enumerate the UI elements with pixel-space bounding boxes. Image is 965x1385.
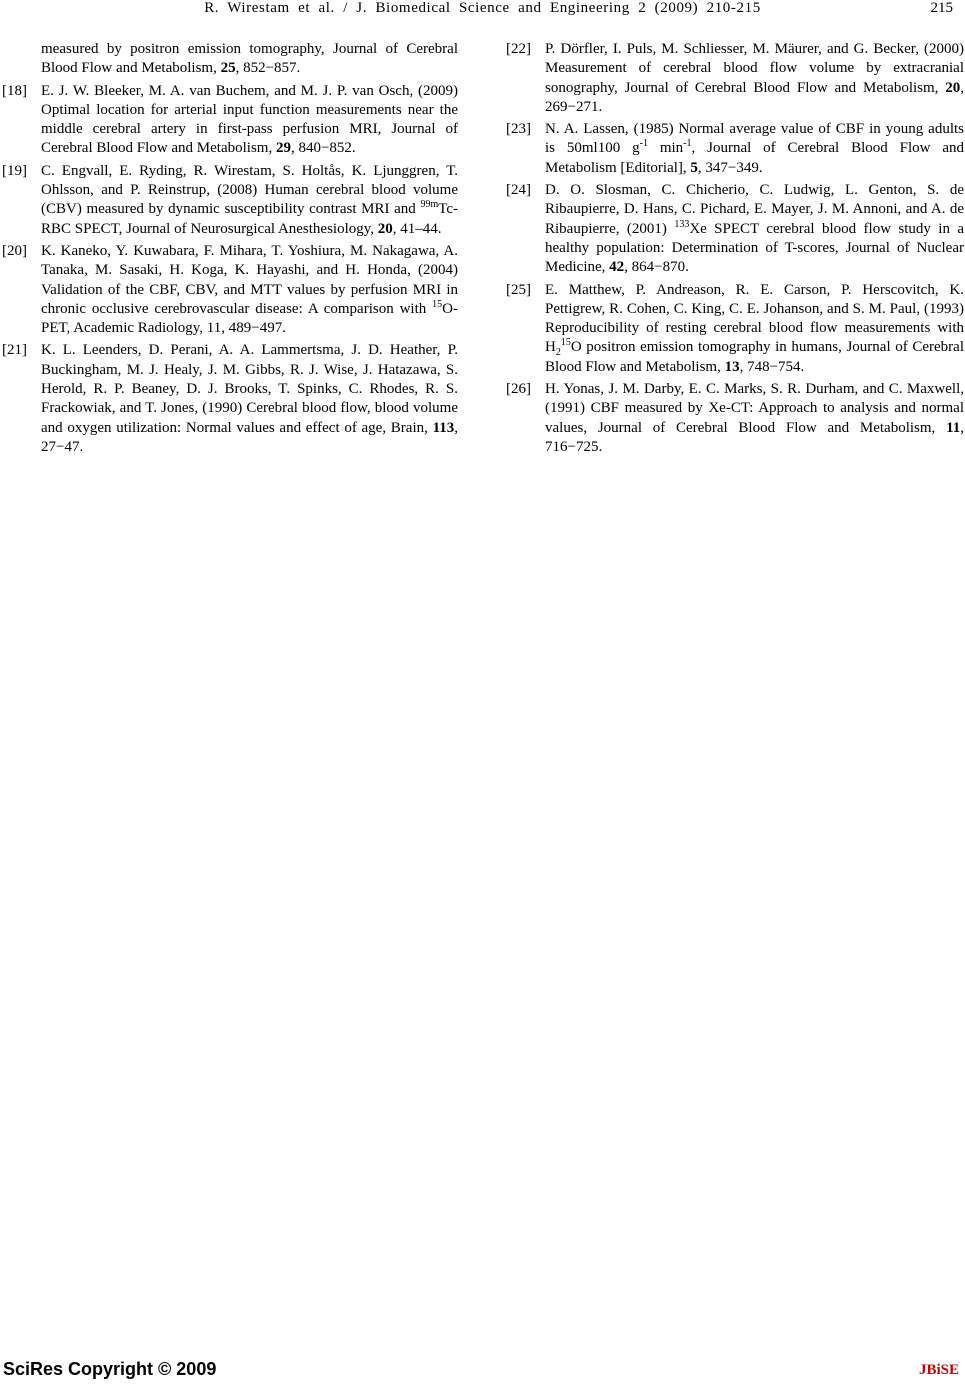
left-column xyxy=(2,40,458,460)
reference-number: [25] xyxy=(506,281,531,298)
reference-number: [18] xyxy=(2,82,27,99)
journal-abbreviation: JBiSE xyxy=(918,1362,959,1378)
running-head: R. Wirestam et al. / J. Biomedical Science and Engineering 2 (2009) 210-215 xyxy=(204,0,761,16)
reference-text: H. Yonas, J. M. Darby, E. C. Marks, S. R. Durham, and C. Maxwell, (1991) CBF measured by Xe-CT: Approach to analysis and normal values, Journal of Cerebral Blood Flow and Metabolism, 11, 716−725. xyxy=(545,381,964,455)
reference-21 xyxy=(2,341,458,457)
reference-text: P. Dörfler, I. Puls, M. Schliesser, M. Mäurer, and G. Becker, (2000) Measurement of cerebral blood flow volume by extracranial sonography, Journal of Cerebral Blood Flow and Metabolism, 20, 269−271. xyxy=(545,41,964,115)
reference-text: C. Engvall, E. Ryding, R. Wirestam, S. Holtås, K. Ljunggren, T. Ohlsson, and P. Reinstrup, (2008) Human cerebral blood volume (CBV) measured by dynamic susceptibility contrast MRI and $^{99m}$Tc-RBC SPECT, Journal of Neurosurgical Anesthesiology, 20, 41–44. xyxy=(41,162,458,237)
reference-22 xyxy=(506,40,964,117)
reference-26 xyxy=(506,380,964,457)
reference-number: [24] xyxy=(506,182,531,199)
reference-19 xyxy=(2,162,458,239)
reference-text: E. Matthew, P. Andreason, R. E. Carson, P. Herscovitch, K. Pettigrew, R. Cohen, C. King, C. E. Johanson, and S. M. Paul, (1993) Reproducibility of resting cerebral blood flow measurements with $H_2^{15}O$ positron emission tomography in humans, Journal of Cerebral Blood Flow and Metabolism, 13, 748−754. xyxy=(545,281,964,375)
reference-text: N. A. Lassen, (1985) Normal average value of CBF in young adults is 50ml100 $g^{-1}$ $\min^{-1}$, Journal of Cerebral Blood Flow and Metabolism [Editorial], 5, 347−349. xyxy=(545,121,964,176)
reference-18 xyxy=(2,82,458,159)
reference-20 xyxy=(2,242,458,338)
reference-text: E. J. W. Bleeker, M. A. van Buchem, and M. J. P. van Osch, (2009) Optimal location for arterial input function measurements near the middle cerebral artery in first-pass perfusion MRI, Journal of Cerebral Blood Flow and Metabolism, 29, 840−852. xyxy=(41,82,458,157)
reference-continuation: measured by positron emission tomography, Journal of Cerebral Blood Flow and Metabolism, 25, 852−857. xyxy=(41,41,458,77)
reference-24 xyxy=(506,181,964,277)
reference-text: K. L. Leenders, D. Perani, A. A. Lammertsma, J. D. Heather, P. Buckingham, M. J. Healy, J. M. Gibbs, R. J. Wise, J. Hatazawa, S. Herold, R. P. Beaney, D. J. Brooks, T. Spinks, C. Rhodes, R. S. Frackowiak, and T. Jones, (1990) Cerebral blood flow, blood volume and oxygen utilization: Normal values and effect of age, Brain, 113, 27−47. xyxy=(41,342,458,455)
reference-number: [20] xyxy=(2,242,27,259)
reference-number: [26] xyxy=(506,381,531,398)
reference-23 xyxy=(506,120,964,178)
reference-25 xyxy=(506,281,964,377)
reference-number: [22] xyxy=(506,41,531,57)
right-column xyxy=(506,40,964,460)
page-header xyxy=(0,0,965,30)
copyright-notice: SciRes Copyright © 2009 xyxy=(3,1359,217,1379)
reference-number: [23] xyxy=(506,121,531,138)
reference-number: [19] xyxy=(2,162,27,179)
page-number: 215 xyxy=(930,0,953,16)
reference-number: [21] xyxy=(2,342,27,359)
reference-text: K. Kaneko, Y. Kuwabara, F. Mihara, T. Yoshiura, M. Nakagawa, A. Tanaka, M. Sasaki, H. Koga, K. Hayashi, and H. Honda, (2004) Validation of the CBF, CBV, and MTT values by perfusion MRI in chronic occlusive cerebrovascular disease: A comparison with $^{15}$O-PET, Academic Radiology, 11, 489−497. xyxy=(41,242,458,337)
reference-text: D. O. Slosman, C. Chicherio, C. Ludwig, L. Genton, S. de Ribaupierre, D. Hans, C. Pichard, E. Mayer, J. M. Annoni, and A. de Ribaupierre, (2001) $^{133}$Xe SPECT cerebral blood flow study in a healthy population: Determination of T-scores, Journal of Nuclear Medicine, 42, 864−870. xyxy=(545,182,965,276)
